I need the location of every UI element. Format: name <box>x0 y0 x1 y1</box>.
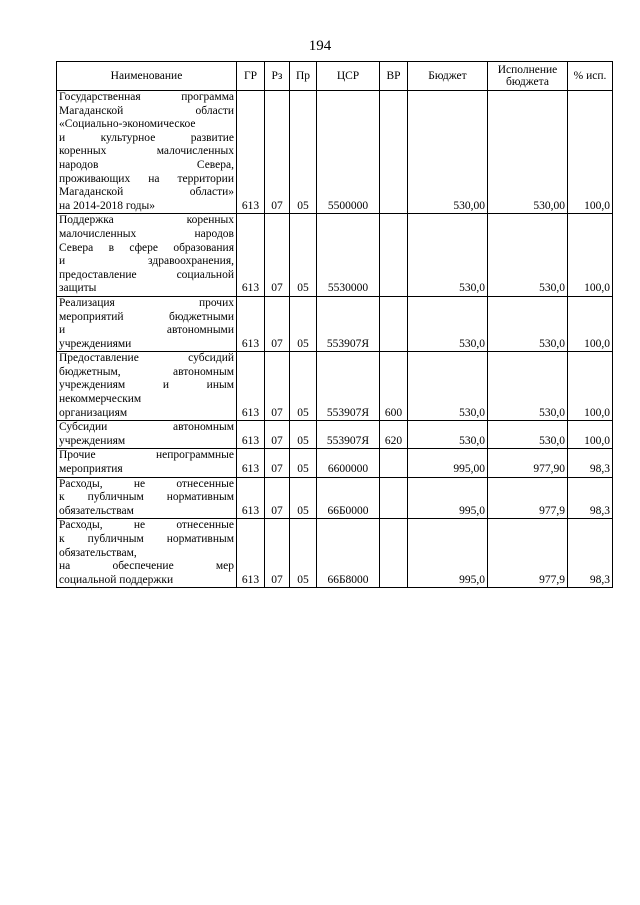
row-rz: 07 <box>265 214 290 297</box>
row-execution: 530,0 <box>488 296 568 351</box>
row-budget: 530,0 <box>408 421 488 449</box>
row-pr: 05 <box>290 91 317 214</box>
row-pr: 05 <box>290 421 317 449</box>
budget-table <box>56 61 613 588</box>
row-percent: 100,0 <box>568 214 613 297</box>
header-name: Наименование <box>57 62 237 91</box>
row-gr: 613 <box>237 519 265 588</box>
row-name: Расходы, не отнесенные к публичным нормативным обязательствам <box>57 477 237 519</box>
table-row <box>57 477 613 519</box>
row-csr: 6600000 <box>317 449 380 477</box>
table-row <box>57 519 613 588</box>
row-name: Субсидии автономным учреждениям <box>57 421 237 449</box>
header-percent: % исп. <box>568 62 613 91</box>
header-vr: ВР <box>380 62 408 91</box>
row-gr: 613 <box>237 91 265 214</box>
row-rz: 07 <box>265 421 290 449</box>
page-number: 194 <box>308 38 332 54</box>
table-row <box>57 449 613 477</box>
row-budget: 530,00 <box>408 91 488 214</box>
row-vr: 620 <box>380 421 408 449</box>
row-vr <box>380 296 408 351</box>
table-header-row <box>57 62 613 91</box>
row-execution: 530,0 <box>488 352 568 421</box>
row-csr: 553907Я <box>317 296 380 351</box>
row-vr: 600 <box>380 352 408 421</box>
row-percent: 98,3 <box>568 449 613 477</box>
header-pr: Пр <box>290 62 317 91</box>
row-vr <box>380 449 408 477</box>
row-pr: 05 <box>290 214 317 297</box>
table-row <box>57 91 613 214</box>
row-percent: 98,3 <box>568 519 613 588</box>
row-vr <box>380 519 408 588</box>
row-pr: 05 <box>290 352 317 421</box>
row-vr <box>380 91 408 214</box>
header-rz: Рз <box>265 62 290 91</box>
row-pr: 05 <box>290 519 317 588</box>
table-row <box>57 296 613 351</box>
row-pr: 05 <box>290 449 317 477</box>
row-name: Реализация прочих мероприятий бюджетными и автономными учреждениями <box>57 296 237 351</box>
row-rz: 07 <box>265 477 290 519</box>
row-csr: 5500000 <box>317 91 380 214</box>
row-name: Государственная программа Магаданской области «Социально-экономическое и культурное развитие коренных малочисленных народов Севера, проживающих на территории Магаданской области» на 2014-2018 годы» <box>57 91 237 214</box>
row-csr: 553907Я <box>317 421 380 449</box>
row-execution: 977,90 <box>488 449 568 477</box>
row-execution: 530,0 <box>488 421 568 449</box>
row-vr <box>380 477 408 519</box>
row-percent: 100,0 <box>568 352 613 421</box>
row-budget: 995,0 <box>408 477 488 519</box>
row-rz: 07 <box>265 449 290 477</box>
row-gr: 613 <box>237 214 265 297</box>
row-percent: 100,0 <box>568 421 613 449</box>
table-row <box>57 421 613 449</box>
row-percent: 100,0 <box>568 91 613 214</box>
table-row <box>57 214 613 297</box>
row-rz: 07 <box>265 519 290 588</box>
header-execution: Исполнение бюджета <box>488 62 568 91</box>
row-budget: 530,0 <box>408 352 488 421</box>
row-pr: 05 <box>290 477 317 519</box>
row-name: Предоставление субсидий бюджетным, автономным учреждениям и иным некоммерческим организациям <box>57 352 237 421</box>
row-gr: 613 <box>237 421 265 449</box>
row-budget: 530,0 <box>408 214 488 297</box>
table-row <box>57 352 613 421</box>
row-gr: 613 <box>237 352 265 421</box>
row-gr: 613 <box>237 449 265 477</box>
row-name: Поддержка коренных малочисленных народов Севера в сфере образования и здравоохранения, предоставление социальной защиты <box>57 214 237 297</box>
header-budget: Бюджет <box>408 62 488 91</box>
row-vr <box>380 214 408 297</box>
row-csr: 5530000 <box>317 214 380 297</box>
row-csr: 553907Я <box>317 352 380 421</box>
row-pr: 05 <box>290 296 317 351</box>
header-csr: ЦСР <box>317 62 380 91</box>
header-gr: ГР <box>237 62 265 91</box>
row-percent: 100,0 <box>568 296 613 351</box>
row-gr: 613 <box>237 296 265 351</box>
row-rz: 07 <box>265 91 290 214</box>
row-execution: 977,9 <box>488 477 568 519</box>
row-budget: 995,0 <box>408 519 488 588</box>
row-budget: 995,00 <box>408 449 488 477</box>
row-execution: 977,9 <box>488 519 568 588</box>
row-budget: 530,0 <box>408 296 488 351</box>
row-percent: 98,3 <box>568 477 613 519</box>
row-csr: 66Б0000 <box>317 477 380 519</box>
row-name: Прочие непрограммные мероприятия <box>57 449 237 477</box>
row-name: Расходы, не отнесенные к публичным нормативным обязательствам, на обеспечение мер социальной поддержки <box>57 519 237 588</box>
row-rz: 07 <box>265 296 290 351</box>
row-rz: 07 <box>265 352 290 421</box>
row-csr: 66Б8000 <box>317 519 380 588</box>
row-gr: 613 <box>237 477 265 519</box>
row-execution: 530,0 <box>488 214 568 297</box>
row-execution: 530,00 <box>488 91 568 214</box>
